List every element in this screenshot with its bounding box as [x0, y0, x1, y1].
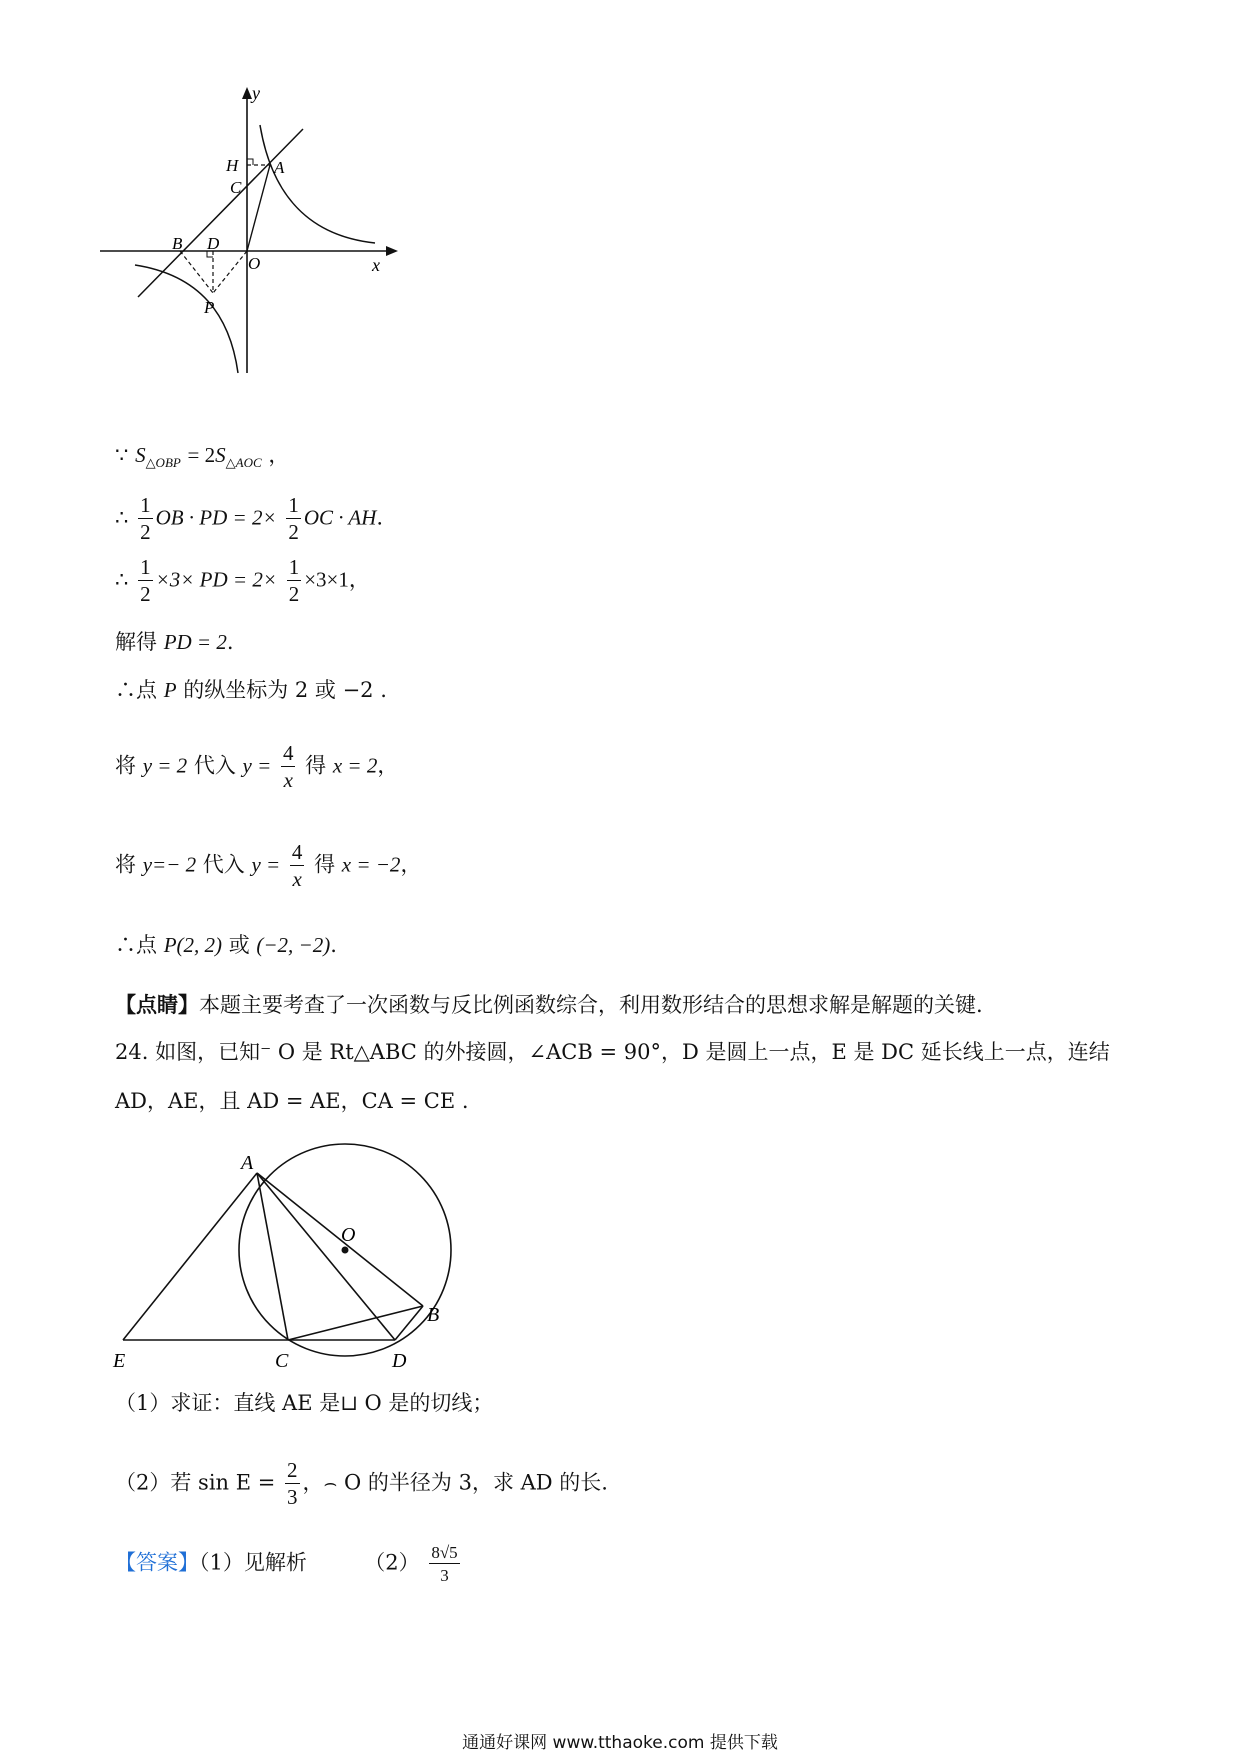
right-angle-mark-h: [247, 159, 253, 165]
segment-oa: [247, 165, 270, 251]
solution-line-6: 将 y = 2 代入 y = $\frac{4}{x}$ 得 x = 2，: [115, 741, 399, 792]
footer: 通通好课网 www.tthaoke.com 提供下载: [462, 1733, 778, 1753]
segment-cb: [288, 1306, 423, 1340]
answer-line: 【答案】（1）见解析 （2） $\frac{8√5}{3}$: [115, 1543, 458, 1585]
label-a: A: [274, 158, 285, 177]
center-point-o: [342, 1247, 349, 1254]
label-y: y: [252, 85, 260, 103]
label-h: H: [226, 156, 239, 175]
solution-line-2: ∴ $\frac{1}{2}$ OB · PD = 2× $\frac{1}{2}$ OC · AH.: [115, 493, 384, 544]
solution-line-4: 解得 PD = 2.: [115, 630, 234, 654]
y-axis-arrow: [242, 87, 252, 99]
problem24-line1: 24. 如图，已知⁻ O 是 Rt△ABC 的外接圆，∠ACB = 90°，D 是圆上一点，E 是 DC 延长线上一点，连结: [115, 1040, 1110, 1064]
question-2: （2）若 sin E = $\frac{2}{3}$ ，⌢ O 的半径为 3，求 AD 的长.: [115, 1458, 608, 1509]
label-c: C: [230, 178, 242, 197]
solution-line-7: 将 y=− 2 代入 y = $\frac{4}{x}$ 得 x = −2，: [115, 840, 422, 891]
problem24-line2: AD，AE，且 AD = AE，CA = CE .: [115, 1089, 469, 1113]
label-b: B: [427, 1304, 440, 1326]
question-1: （1）求证：直线 AE 是⊔ O 是的切线；: [115, 1391, 494, 1415]
segment-ad: [257, 1173, 395, 1340]
segment-op-dashed: [213, 251, 247, 293]
label-x: x: [372, 255, 380, 275]
solution-line-1: ∵ $S_{\triangle OBP} = 2S_{\triangle AOC}$ ，: [115, 443, 290, 471]
hyperbola-upper-branch: [260, 125, 375, 243]
label-o: O: [248, 254, 261, 273]
x-axis-arrow: [386, 246, 398, 256]
answer-tag: 【答案】: [115, 1550, 199, 1575]
comment-line: 【点睛】本题主要考查了一次函数与反比例函数综合，利用数形结合的思想求解是解题的关键.: [115, 992, 983, 1017]
label-o: O: [341, 1224, 356, 1246]
segment-ae: [123, 1173, 257, 1340]
label-d: D: [207, 234, 220, 253]
label-a: A: [241, 1152, 254, 1174]
circle-figure: [105, 1135, 465, 1375]
coordinate-figure: [100, 85, 420, 425]
label-b: B: [172, 234, 183, 253]
line-ab: [138, 129, 303, 297]
solution-line-8: ∴点 P(2, 2) 或 (−2, −2).: [115, 933, 337, 957]
solution-line-5: ∴点 P 的纵坐标为 2 或 −2 .: [115, 678, 387, 702]
label-d: D: [392, 1350, 407, 1372]
label-e: E: [113, 1350, 126, 1372]
label-c: C: [275, 1350, 289, 1372]
segment-ab: [257, 1173, 423, 1306]
solution-line-3: ∴ $\frac{1}{2}$ ×3× PD = 2× $\frac{1}{2}$ ×3×1，: [115, 555, 370, 606]
label-p: P: [204, 298, 215, 317]
